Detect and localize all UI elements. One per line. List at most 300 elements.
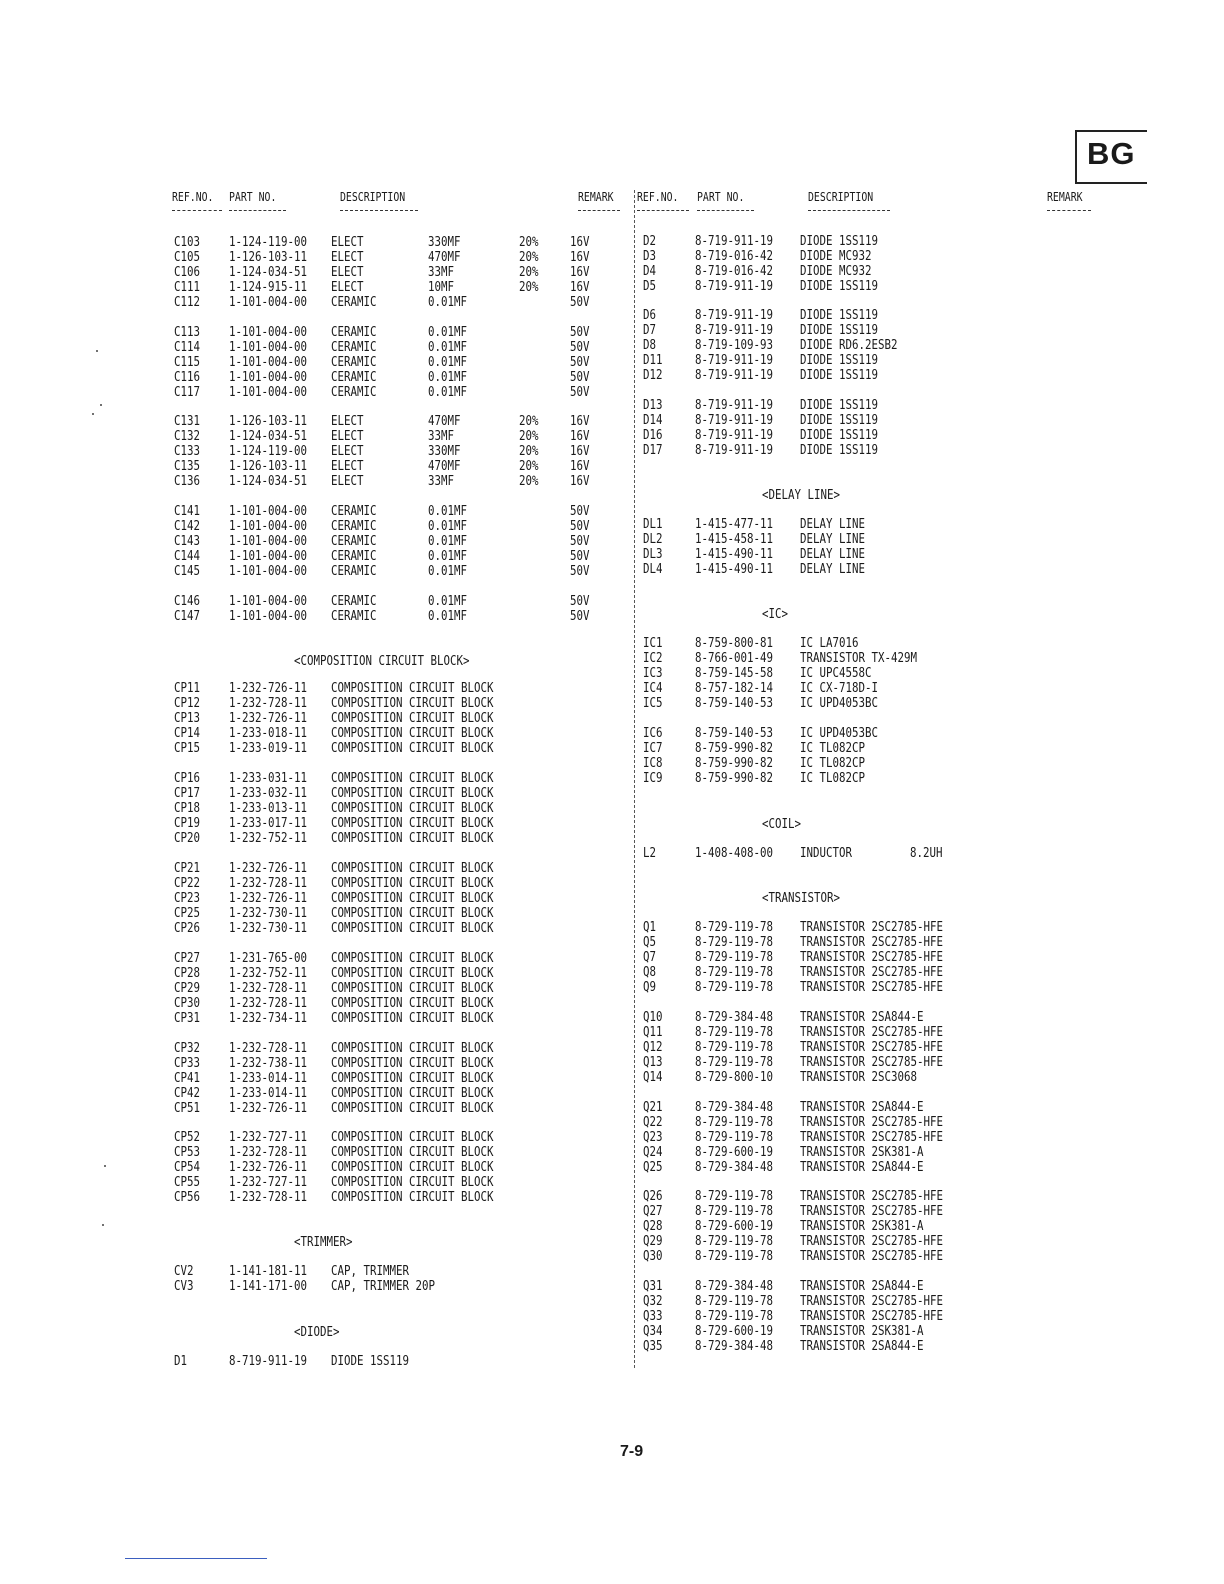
description: CERAMIC [331, 518, 377, 534]
ref-no: D6 [643, 307, 657, 323]
description: IC TL082CP [800, 770, 866, 786]
part-no: 8-729-119-78 [695, 1203, 774, 1219]
part-no: 8-729-119-78 [695, 934, 774, 950]
description: TRANSISTOR 2SC2785-HFE [800, 1248, 944, 1264]
ref-no: L2 [643, 845, 657, 861]
part-no: 1-101-004-00 [229, 593, 308, 609]
part-no: 1-101-004-00 [229, 384, 308, 400]
part-no: 1-126-103-11 [229, 458, 308, 474]
description: CERAMIC [331, 354, 377, 370]
description: CERAMIC [331, 384, 377, 400]
scan-speck [102, 1224, 104, 1226]
part-no: 1-101-004-00 [229, 563, 308, 579]
part-no: 8-759-990-82 [695, 755, 774, 771]
header-underline [340, 210, 418, 211]
description: ELECT [331, 458, 364, 474]
ref-no: C147 [174, 608, 201, 624]
part-no: 8-729-119-78 [695, 919, 774, 935]
value: 0.01MF [428, 503, 468, 519]
description: COMPOSITION CIRCUIT BLOCK [331, 1159, 494, 1175]
value: 0.01MF [428, 533, 468, 549]
part-no: 1-101-004-00 [229, 339, 308, 355]
part-no: 1-232-730-11 [229, 920, 308, 936]
description: ELECT [331, 443, 364, 459]
description: TRANSISTOR 2SC2785-HFE [800, 949, 944, 965]
part-no: 8-729-800-10 [695, 1069, 774, 1085]
part-no: 8-729-119-78 [695, 949, 774, 965]
header-underline [637, 210, 689, 211]
ref-no: C142 [174, 518, 201, 534]
ref-no: IC4 [643, 680, 663, 696]
ref-no: Q1 [643, 919, 657, 935]
part-no: 1-233-031-11 [229, 770, 308, 786]
ref-no: DL2 [643, 531, 663, 547]
description: IC CX-718D-I [800, 680, 879, 696]
part-no: 1-415-490-11 [695, 546, 774, 562]
value: 33MF [428, 473, 455, 489]
part-no: 8-719-911-19 [695, 367, 774, 383]
scan-speck [92, 413, 94, 415]
ref-no: CP53 [174, 1144, 201, 1160]
voltage: 16V [570, 428, 590, 444]
ref-no: DL4 [643, 561, 663, 577]
ref-no: IC2 [643, 650, 663, 666]
voltage: 16V [570, 234, 590, 250]
ref-no: C145 [174, 563, 201, 579]
ref-no: C131 [174, 413, 201, 429]
part-no: 8-729-119-78 [695, 1054, 774, 1070]
part-no: 1-124-034-51 [229, 428, 308, 444]
description: COMPOSITION CIRCUIT BLOCK [331, 1010, 494, 1026]
part-no: 8-729-600-19 [695, 1144, 774, 1160]
part-no: 8-759-145-58 [695, 665, 774, 681]
ref-no: Q23 [643, 1129, 663, 1145]
description: COMPOSITION CIRCUIT BLOCK [331, 1129, 494, 1145]
ref-no: Q10 [643, 1009, 663, 1025]
part-no: 8-729-384-48 [695, 1338, 774, 1354]
part-no: 8-719-911-19 [695, 233, 774, 249]
header-underline [229, 210, 286, 211]
header-underline [808, 210, 890, 211]
ref-no: C141 [174, 503, 201, 519]
part-no: 1-101-004-00 [229, 518, 308, 534]
description: TRANSISTOR TX-429M [800, 650, 918, 666]
part-no: 1-233-032-11 [229, 785, 308, 801]
ref-no: Q33 [643, 1308, 663, 1324]
part-no: 8-719-911-19 [695, 322, 774, 338]
ref-no: Q29 [643, 1233, 663, 1249]
part-no: 1-232-726-11 [229, 860, 308, 876]
part-no: 8-759-140-53 [695, 725, 774, 741]
header-underline [1047, 210, 1091, 211]
header-ref-no-left: REF.NO. [172, 190, 214, 204]
description: DELAY LINE [800, 546, 866, 562]
ref-no: CP11 [174, 680, 201, 696]
description: DIODE 1SS119 [331, 1353, 410, 1369]
description: DIODE 1SS119 [800, 367, 879, 383]
tolerance: 20% [519, 264, 539, 280]
part-no: 1-124-034-51 [229, 473, 308, 489]
description: TRANSISTOR 2SK381-A [800, 1323, 924, 1339]
description: COMPOSITION CIRCUIT BLOCK [331, 740, 494, 756]
header-ref-no-right: REF.NO. [637, 190, 679, 204]
voltage: 50V [570, 563, 590, 579]
description: CERAMIC [331, 548, 377, 564]
description: COMPOSITION CIRCUIT BLOCK [331, 950, 494, 966]
ref-no: CP15 [174, 740, 201, 756]
description: ELECT [331, 249, 364, 265]
part-no: 1-124-119-00 [229, 234, 308, 250]
part-no: 1-101-004-00 [229, 324, 308, 340]
ref-no: Q12 [643, 1039, 663, 1055]
value: 0.01MF [428, 548, 468, 564]
ref-no: CP33 [174, 1055, 201, 1071]
part-no: 8-729-119-78 [695, 1114, 774, 1130]
description: COMPOSITION CIRCUIT BLOCK [331, 770, 494, 786]
description: ELECT [331, 413, 364, 429]
voltage: 16V [570, 279, 590, 295]
ref-no: Q27 [643, 1203, 663, 1219]
value: 0.01MF [428, 518, 468, 534]
part-no: 1-141-171-00 [229, 1278, 308, 1294]
part-no: 8-719-911-19 [695, 412, 774, 428]
ref-no: Q14 [643, 1069, 663, 1085]
ref-no: CP18 [174, 800, 201, 816]
value: 0.01MF [428, 563, 468, 579]
part-no: 8-759-990-82 [695, 770, 774, 786]
page-number: 7-9 [620, 1443, 644, 1460]
ref-no: IC9 [643, 770, 663, 786]
header-underline [172, 210, 222, 211]
ref-no: CP51 [174, 1100, 201, 1116]
voltage: 50V [570, 533, 590, 549]
description: COMPOSITION CIRCUIT BLOCK [331, 1189, 494, 1205]
description: DIODE 1SS119 [800, 278, 879, 294]
part-no: 8-766-001-49 [695, 650, 774, 666]
description: IC TL082CP [800, 740, 866, 756]
part-no: 8-729-119-78 [695, 1024, 774, 1040]
description: TRANSISTOR 2SA844-E [800, 1009, 924, 1025]
ref-no: CP14 [174, 725, 201, 741]
part-no: 1-232-728-11 [229, 995, 308, 1011]
description: DELAY LINE [800, 516, 866, 532]
voltage: 50V [570, 593, 590, 609]
ref-no: CP16 [174, 770, 201, 786]
description: TRANSISTOR 2SC2785-HFE [800, 979, 944, 995]
part-no: 8-719-911-19 [695, 442, 774, 458]
header-remark-right: REMARK [1047, 190, 1083, 204]
description: CERAMIC [331, 339, 377, 355]
description: CERAMIC [331, 324, 377, 340]
ref-no: CP25 [174, 905, 201, 921]
description: TRANSISTOR 2SC2785-HFE [800, 1054, 944, 1070]
part-no: 8-719-911-19 [695, 352, 774, 368]
voltage: 16V [570, 264, 590, 280]
value: 0.01MF [428, 354, 468, 370]
header-underline [578, 210, 620, 211]
ref-no: C113 [174, 324, 201, 340]
voltage: 50V [570, 608, 590, 624]
scan-speck [104, 1165, 106, 1167]
ref-no: C135 [174, 458, 201, 474]
part-no: 1-126-103-11 [229, 413, 308, 429]
ref-no: D13 [643, 397, 663, 413]
part-no: 1-126-103-11 [229, 249, 308, 265]
part-no: 1-232-726-11 [229, 680, 308, 696]
ref-no: C136 [174, 473, 201, 489]
section-heading: <TRANSISTOR> [762, 890, 841, 906]
value: 330MF [428, 234, 461, 250]
part-no: 8-729-384-48 [695, 1159, 774, 1175]
ref-no: Q13 [643, 1054, 663, 1070]
description: CERAMIC [331, 593, 377, 609]
part-no: 1-408-408-00 [695, 845, 774, 861]
description: COMPOSITION CIRCUIT BLOCK [331, 1144, 494, 1160]
ref-no: D11 [643, 352, 663, 368]
scan-speck [100, 404, 102, 406]
description: TRANSISTOR 2SK381-A [800, 1218, 924, 1234]
ref-no: C132 [174, 428, 201, 444]
voltage: 16V [570, 249, 590, 265]
column-divider [634, 190, 635, 1368]
ref-no: Q7 [643, 949, 657, 965]
part-no: 1-232-730-11 [229, 905, 308, 921]
description: COMPOSITION CIRCUIT BLOCK [331, 1085, 494, 1101]
value: 0.01MF [428, 369, 468, 385]
part-no: 1-232-728-11 [229, 695, 308, 711]
description: ELECT [331, 234, 364, 250]
part-no: 1-232-738-11 [229, 1055, 308, 1071]
ref-no: Q32 [643, 1293, 663, 1309]
value: 470MF [428, 249, 461, 265]
description: COMPOSITION CIRCUIT BLOCK [331, 815, 494, 831]
description: DIODE MC932 [800, 263, 872, 279]
value: 0.01MF [428, 324, 468, 340]
description: INDUCTOR [800, 845, 853, 861]
tolerance: 20% [519, 279, 539, 295]
description: COMPOSITION CIRCUIT BLOCK [331, 890, 494, 906]
ref-no: C111 [174, 279, 201, 295]
description: COMPOSITION CIRCUIT BLOCK [331, 860, 494, 876]
header-description-left: DESCRIPTION [340, 190, 406, 204]
ref-no: C115 [174, 354, 201, 370]
description: DIODE MC932 [800, 248, 872, 264]
header-underline [697, 210, 754, 211]
description: TRANSISTOR 2SC2785-HFE [800, 1308, 944, 1324]
ref-no: CP27 [174, 950, 201, 966]
part-no: 1-233-018-11 [229, 725, 308, 741]
description: CERAMIC [331, 533, 377, 549]
part-no: 1-101-004-00 [229, 503, 308, 519]
ref-no: C116 [174, 369, 201, 385]
footer-rule [125, 1558, 267, 1559]
description: TRANSISTOR 2SC2785-HFE [800, 1233, 944, 1249]
part-no: 8-759-990-82 [695, 740, 774, 756]
description: TRANSISTOR 2SC2785-HFE [800, 1203, 944, 1219]
ref-no: C146 [174, 593, 201, 609]
ref-no: D7 [643, 322, 657, 338]
part-no: 8-719-016-42 [695, 248, 774, 264]
part-no: 8-729-119-78 [695, 979, 774, 995]
ref-no: IC8 [643, 755, 663, 771]
ref-no: CP29 [174, 980, 201, 996]
ref-no: Q9 [643, 979, 657, 995]
description: TRANSISTOR 2SA844-E [800, 1278, 924, 1294]
ref-no: D17 [643, 442, 663, 458]
description: DIODE 1SS119 [800, 412, 879, 428]
part-no: 8-729-119-78 [695, 1293, 774, 1309]
ref-no: CP23 [174, 890, 201, 906]
ref-no: IC1 [643, 635, 663, 651]
ref-no: C114 [174, 339, 201, 355]
description: DIODE 1SS119 [800, 307, 879, 323]
part-no: 8-757-182-14 [695, 680, 774, 696]
part-no: 1-124-119-00 [229, 443, 308, 459]
voltage: 50V [570, 294, 590, 310]
value: 10MF [428, 279, 455, 295]
ref-no: IC3 [643, 665, 663, 681]
description: DIODE 1SS119 [800, 427, 879, 443]
part-no: 1-415-458-11 [695, 531, 774, 547]
ref-no: CP26 [174, 920, 201, 936]
part-no: 8-729-119-78 [695, 1233, 774, 1249]
value: 0.01MF [428, 593, 468, 609]
value: 33MF [428, 428, 455, 444]
description: DIODE 1SS119 [800, 233, 879, 249]
description: TRANSISTOR 2SC2785-HFE [800, 1129, 944, 1145]
part-no: 1-415-477-11 [695, 516, 774, 532]
voltage: 16V [570, 443, 590, 459]
part-no: 1-141-181-11 [229, 1263, 308, 1279]
ref-no: IC6 [643, 725, 663, 741]
ref-no: CP22 [174, 875, 201, 891]
description: TRANSISTOR 2SC2785-HFE [800, 1039, 944, 1055]
part-no: 1-233-013-11 [229, 800, 308, 816]
voltage: 50V [570, 384, 590, 400]
ref-no: C144 [174, 548, 201, 564]
ref-no: CP31 [174, 1010, 201, 1026]
part-no: 1-232-728-11 [229, 980, 308, 996]
description: TRANSISTOR 2SA844-E [800, 1099, 924, 1115]
description: CERAMIC [331, 369, 377, 385]
part-no: 8-729-119-78 [695, 1308, 774, 1324]
part-no: 1-232-728-11 [229, 1189, 308, 1205]
ref-no: D16 [643, 427, 663, 443]
tolerance: 20% [519, 458, 539, 474]
part-no: 8-729-119-78 [695, 1248, 774, 1264]
description: COMPOSITION CIRCUIT BLOCK [331, 995, 494, 1011]
section-heading: <DELAY LINE> [762, 487, 841, 503]
part-no: 1-233-014-11 [229, 1070, 308, 1086]
value: 8.2UH [910, 845, 943, 861]
description: TRANSISTOR 2SC2785-HFE [800, 1114, 944, 1130]
scan-speck [96, 350, 98, 352]
ref-no: CP12 [174, 695, 201, 711]
part-no: 8-719-911-19 [695, 427, 774, 443]
part-no: 8-729-384-48 [695, 1009, 774, 1025]
part-no: 1-233-014-11 [229, 1085, 308, 1101]
part-no: 1-232-726-11 [229, 890, 308, 906]
ref-no: C133 [174, 443, 201, 459]
value: 33MF [428, 264, 455, 280]
description: COMPOSITION CIRCUIT BLOCK [331, 710, 494, 726]
tolerance: 20% [519, 428, 539, 444]
description: TRANSISTOR 2SC2785-HFE [800, 1188, 944, 1204]
value: 470MF [428, 413, 461, 429]
part-no: 1-232-726-11 [229, 1100, 308, 1116]
description: COMPOSITION CIRCUIT BLOCK [331, 1055, 494, 1071]
part-no: 8-719-016-42 [695, 263, 774, 279]
description: TRANSISTOR 2SC2785-HFE [800, 919, 944, 935]
ref-no: D1 [174, 1353, 188, 1369]
part-no: 1-101-004-00 [229, 548, 308, 564]
description: TRANSISTOR 2SA844-E [800, 1159, 924, 1175]
ref-no: Q28 [643, 1218, 663, 1234]
description: DIODE RD6.2ESB2 [800, 337, 898, 353]
ref-no: CP41 [174, 1070, 201, 1086]
ref-no: Q30 [643, 1248, 663, 1264]
ref-no: CP19 [174, 815, 201, 831]
part-no: 8-759-800-81 [695, 635, 774, 651]
part-no: 8-719-911-19 [229, 1353, 308, 1369]
part-no: 8-729-119-78 [695, 964, 774, 980]
ref-no: D4 [643, 263, 657, 279]
description: COMPOSITION CIRCUIT BLOCK [331, 1174, 494, 1190]
ref-no: Q25 [643, 1159, 663, 1175]
voltage: 50V [570, 354, 590, 370]
voltage: 50V [570, 548, 590, 564]
ref-no: CP56 [174, 1189, 201, 1205]
value: 0.01MF [428, 384, 468, 400]
ref-no: D8 [643, 337, 657, 353]
tolerance: 20% [519, 249, 539, 265]
description: COMPOSITION CIRCUIT BLOCK [331, 980, 494, 996]
ref-no: Q8 [643, 964, 657, 980]
description: ELECT [331, 279, 364, 295]
description: TRANSISTOR 2SC2785-HFE [800, 934, 944, 950]
ref-no: Q26 [643, 1188, 663, 1204]
description: DIODE 1SS119 [800, 352, 879, 368]
part-no: 8-719-911-19 [695, 397, 774, 413]
description: COMPOSITION CIRCUIT BLOCK [331, 1070, 494, 1086]
ref-no: CP32 [174, 1040, 201, 1056]
part-no: 1-231-765-00 [229, 950, 308, 966]
description: COMPOSITION CIRCUIT BLOCK [331, 785, 494, 801]
ref-no: D12 [643, 367, 663, 383]
ref-no: Q24 [643, 1144, 663, 1160]
header-description-right: DESCRIPTION [808, 190, 874, 204]
description: CAP, TRIMMER 20P [331, 1278, 436, 1294]
header-part-no-left: PART NO. [229, 190, 277, 204]
voltage: 50V [570, 369, 590, 385]
voltage: 50V [570, 503, 590, 519]
part-no: 8-729-600-19 [695, 1218, 774, 1234]
tolerance: 20% [519, 443, 539, 459]
description: COMPOSITION CIRCUIT BLOCK [331, 725, 494, 741]
description: COMPOSITION CIRCUIT BLOCK [331, 800, 494, 816]
part-no: 1-101-004-00 [229, 294, 308, 310]
ref-no: CV3 [174, 1278, 194, 1294]
tolerance: 20% [519, 234, 539, 250]
part-no: 8-729-384-48 [695, 1278, 774, 1294]
part-no: 1-232-727-11 [229, 1129, 308, 1145]
ref-no: C112 [174, 294, 201, 310]
ref-no: CP28 [174, 965, 201, 981]
part-no: 8-719-911-19 [695, 307, 774, 323]
ref-no: C105 [174, 249, 201, 265]
part-no: 8-729-600-19 [695, 1323, 774, 1339]
section-heading: <DIODE> [294, 1324, 340, 1340]
